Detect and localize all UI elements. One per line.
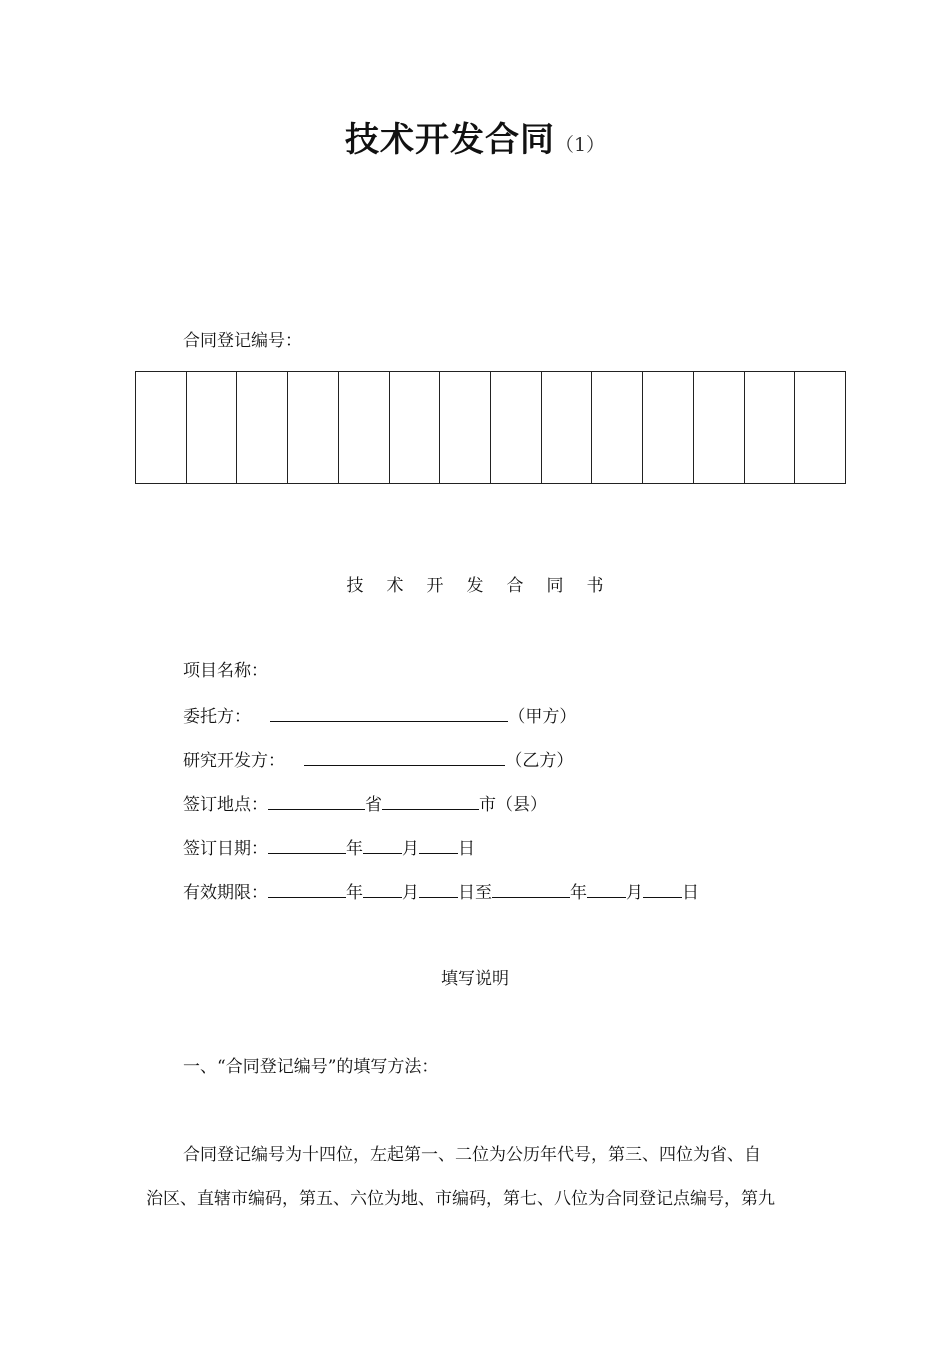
- registration-digit-box[interactable]: [237, 372, 288, 483]
- project-name-label: 项目名称：: [183, 661, 268, 681]
- registration-digit-box[interactable]: [491, 372, 542, 483]
- registration-digit-box[interactable]: [390, 372, 441, 483]
- month-label: 月: [626, 883, 643, 903]
- developer-label: 研究开发方：: [183, 751, 285, 771]
- registration-digit-box[interactable]: [288, 372, 339, 483]
- signing-date-label: 签订日期：: [183, 839, 268, 859]
- day-label: 日: [682, 883, 699, 903]
- paragraph-line-2: 治区、直辖市编码，第五、六位为地、市编码，第七、八位为合同登记点编号，第九: [146, 1189, 775, 1209]
- start-month-field[interactable]: [363, 879, 402, 898]
- year-label: 年: [570, 883, 587, 903]
- validity-row: [183, 879, 699, 905]
- start-year-field[interactable]: [268, 879, 346, 898]
- signing-year-field[interactable]: [268, 835, 346, 854]
- section-one-heading: 一、“合同登记编号”的填写方法：: [183, 1057, 439, 1077]
- registration-digit-box[interactable]: [745, 372, 796, 483]
- signing-month-field[interactable]: [363, 835, 402, 854]
- developer-field[interactable]: [304, 747, 505, 766]
- end-month-field[interactable]: [587, 879, 626, 898]
- registration-digit-box[interactable]: [440, 372, 491, 483]
- signing-place-label: 签订地点：: [183, 795, 268, 815]
- province-field[interactable]: [268, 791, 365, 810]
- developer-suffix: （乙方）: [505, 751, 574, 771]
- registration-digit-box[interactable]: [136, 372, 187, 483]
- paragraph-line-1: 合同登记编号为十四位，左起第一、二位为公历年代号，第三、四位为省、自: [183, 1145, 761, 1165]
- start-day-field[interactable]: [419, 879, 458, 898]
- month-label: 月: [402, 883, 419, 903]
- year-label: 年: [346, 883, 363, 903]
- client-row: [183, 703, 576, 729]
- end-year-field[interactable]: [492, 879, 570, 898]
- registration-digit-box[interactable]: [542, 372, 593, 483]
- registration-digit-box[interactable]: [187, 372, 238, 483]
- day-label: 日: [458, 839, 475, 859]
- day-to-label: 日至: [458, 883, 492, 903]
- year-label: 年: [346, 839, 363, 859]
- contract-subtitle: 技术开发合同书: [346, 576, 627, 596]
- developer-row: [183, 747, 573, 773]
- document-title-suffix: （1）: [554, 134, 606, 156]
- validity-label: 有效期限：: [183, 883, 268, 903]
- city-field[interactable]: [382, 791, 479, 810]
- registration-digit-box[interactable]: [643, 372, 694, 483]
- signing-day-field[interactable]: [419, 835, 458, 854]
- client-label: 委托方：: [183, 707, 251, 727]
- signing-place-row: [183, 791, 547, 817]
- province-label: 省: [365, 795, 382, 815]
- document-title-block: [0, 112, 950, 161]
- client-field[interactable]: [270, 703, 508, 722]
- signing-date-row: [183, 835, 475, 861]
- client-suffix: （甲方）: [508, 707, 577, 727]
- registration-digit-box[interactable]: [592, 372, 643, 483]
- city-label: 市（县）: [479, 795, 547, 815]
- registration-number-grid[interactable]: [135, 371, 846, 484]
- registration-number-label: 合同登记编号：: [183, 331, 302, 351]
- month-label: 月: [402, 839, 419, 859]
- registration-digit-box[interactable]: [694, 372, 745, 483]
- end-day-field[interactable]: [643, 879, 682, 898]
- registration-digit-box[interactable]: [339, 372, 390, 483]
- registration-digit-box[interactable]: [795, 372, 845, 483]
- instructions-heading: 填写说明: [441, 969, 509, 989]
- document-title: 技术开发合同: [344, 120, 555, 160]
